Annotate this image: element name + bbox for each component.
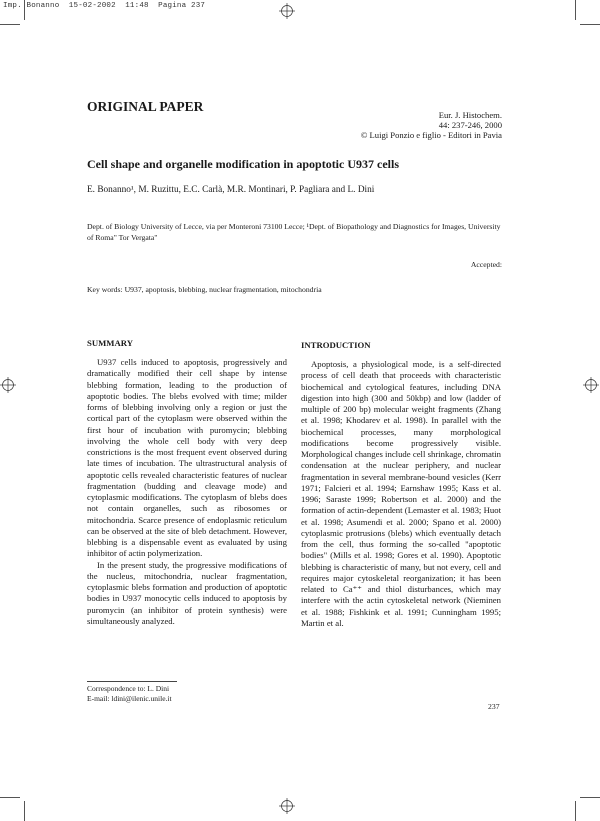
correspondence bbox=[87, 684, 172, 704]
section-label: ORIGINAL PAPER bbox=[87, 99, 204, 114]
summary-paragraph-1: U937 cells induced to apoptosis, progressively and dramatically modified their cell shape by intense blebbing formation, leading to the production of apoptotic bodies. The blebs evolved with time; milder forms of blebbing involving only a region or just the cortical part of the cytoplasm were observed within the first hour of incubation with puromycin; blebbing involving the whole cell body with very deep constrictions is the most frequent event observed during late times of incubation. The ultrastructural analysis of apoptotic cells revealed characteristic features of nuclear fragmentation (budding and cleavage mode) and cytoplasmic modifications. The cytoplasm of blebs does not contain organelles, such as ribosomes or mitochondria. Scarce presence of endoplasmic reticulum can be observed at the site of bleb detachment. However, blebbing is a dispensable event as evaluated by using inhibitor of actin polymerization. bbox=[87, 357, 287, 559]
registration-mark-left bbox=[0, 377, 16, 393]
journal-name: Eur. J. Histochem. bbox=[438, 110, 502, 120]
introduction-heading: INTRODUCTION bbox=[301, 340, 371, 350]
keywords: Key words: U937, apoptosis, blebbing, nuclear fragmentation, mitochondria bbox=[87, 285, 322, 294]
summary-paragraph-2: In the present study, the progressive modifications of the nucleus, mitochondria, nuclear fragmentation, cytoplasmic blebs formation and production of apoptotic bodies in U937 monocytic cells induced to apoptosis by puromycin (an inhibitor of protein synthesis) were simultaneously analyzed. bbox=[87, 559, 287, 626]
crop-mark-tr-v bbox=[575, 0, 576, 20]
accepted-date: Accepted: bbox=[470, 260, 502, 269]
crop-mark-br-h bbox=[580, 797, 600, 798]
registration-mark-top bbox=[279, 3, 295, 19]
page-number: 237 bbox=[488, 702, 500, 711]
crop-mark-tl-h bbox=[0, 24, 20, 25]
affiliation: Dept. of Biology University of Lecce, via per Monteroni 73100 Lecce; ¹Dept. of Biopathology and Diagnostics for Images, University of Roma" Tor Vergata" bbox=[87, 222, 501, 242]
correspondence-email: E-mail: ldini@ilenic.unile.it bbox=[87, 694, 172, 703]
crop-mark-tl-v bbox=[24, 0, 25, 20]
introduction-paragraph-1: Apoptosis, a physiological mode, is a self-directed process of cell death that proceeds with characteristic biochemical and cytological features, including DNA digestion into high (300 and 50kbp) and low (ladder of multiple of 200 bp) molecular weight fragments (Zhang et al. 1998; Khodarev et al. 1998). In parallel with the biochemical processes, many morphological modifications become progressively visible. Morphological changes include cell shrinkage, chromatin condensation at the nuclear periphery, and nuclear fragmentation in several membrane-bound vesicles (Kerr 1971; Falcieri et al. 1994; Earnshaw 1995; Kass et al. 1996; Saraste 1999; Robertson et al. 2000) and the formation of actin-dependent (Lemaster et al. 1983; Huot et al. 1998; Asumendi et al. 2000; Spano et al. 2000) cytoplasmic protrusions (blebs) which eventually detach from the cell, thus forming the so-called "apoptotic bodies" (Mills et al. 1998; Gores et al. 1990). Apoptotic blebbing is characteristic of many, but not every, cell and requires major cytoskeletal reorganization; it has been related to Ca⁺⁺ and thiol disturbances, which may interfere with the actin cytoskeletal network (Nieminen et al. 1988; Fishkink et al. 1991; Cunningham 1995; Martin et al. bbox=[301, 359, 501, 628]
crop-mark-tr-h bbox=[580, 24, 600, 25]
introduction-column bbox=[301, 359, 501, 629]
registration-mark-right bbox=[583, 377, 599, 393]
journal-volume: 44: 237-246, 2000 bbox=[438, 120, 502, 130]
journal-info bbox=[361, 110, 502, 140]
crop-mark-bl-v bbox=[24, 801, 25, 821]
summary-heading: SUMMARY bbox=[87, 338, 134, 348]
print-slug: Imp. Bonanno 15-02-2002 11:48 Pagina 237 bbox=[3, 2, 206, 10]
footnote-rule bbox=[87, 681, 177, 682]
crop-mark-bl-h bbox=[0, 797, 20, 798]
author-list: E. Bonanno¹, M. Ruzittu, E.C. Carlà, M.R. Montinari, P. Pagliara and L. Dini bbox=[87, 185, 375, 195]
journal-publisher: © Luigi Ponzio e figlio - Editori in Pavia bbox=[360, 130, 502, 140]
correspondence-name: Correspondence to: L. Dini bbox=[87, 684, 170, 693]
summary-column bbox=[87, 357, 287, 627]
crop-mark-br-v bbox=[575, 801, 576, 821]
article-title: Cell shape and organelle modification in apoptotic U937 cells bbox=[87, 157, 399, 171]
registration-mark-bottom bbox=[279, 798, 295, 814]
